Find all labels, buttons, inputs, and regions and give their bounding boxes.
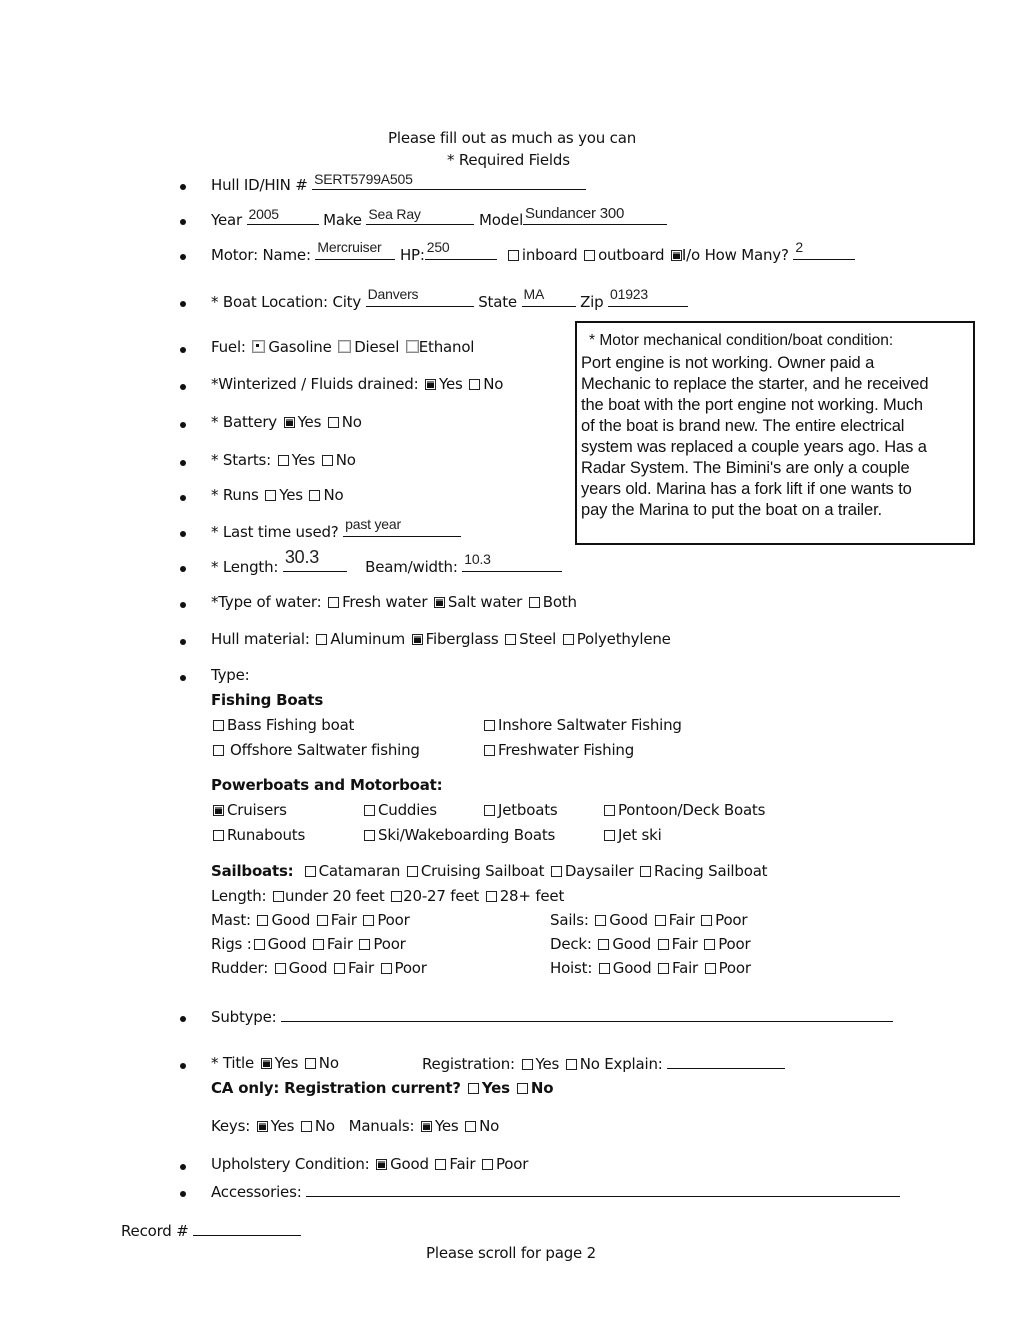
registration-no-checkbox[interactable] <box>566 1059 577 1070</box>
mast-poor-checkbox[interactable] <box>363 915 374 926</box>
deck-row <box>550 935 750 953</box>
last-used-label: * Last time used? <box>211 523 339 541</box>
rating-poor: Poor <box>715 911 748 929</box>
ski-wakeboarding-label: Ski/Wakeboarding Boats <box>378 826 556 844</box>
cuddies-checkbox[interactable] <box>364 805 375 816</box>
winterized-no-label: No <box>483 375 504 393</box>
gasoline-label: Gasoline <box>268 338 332 356</box>
hoist-good-checkbox[interactable] <box>599 963 610 974</box>
sailboats-heading: Sailboats: <box>211 862 294 880</box>
pontoon-label: Pontoon/Deck Boats <box>618 801 766 819</box>
deck-label: Deck: <box>550 935 592 953</box>
ethanol-label: Ethanol <box>418 338 475 356</box>
io-checkbox[interactable] <box>671 250 682 261</box>
bullet <box>180 184 186 190</box>
motor-row <box>211 239 855 264</box>
last-used-value: past year <box>345 516 401 532</box>
bass-fishing-label: Bass Fishing boat <box>227 716 355 734</box>
state-label: State <box>478 293 517 311</box>
rating-fair: Fair <box>326 935 353 953</box>
rating-fair: Fair <box>347 959 374 977</box>
runs-no-label: No <box>323 486 344 504</box>
accessories-label: Accessories: <box>211 1183 302 1201</box>
how-many-value: 2 <box>795 239 803 255</box>
city-label: * Boat Location: City <box>211 293 362 311</box>
power-heading: Powerboats and Motorboat: <box>211 776 443 794</box>
bullet <box>180 219 186 225</box>
cruisers-label: Cruisers <box>227 801 287 819</box>
hull-id-value: SERT5799A505 <box>314 171 413 187</box>
polyethylene-label: Polyethylene <box>576 630 671 648</box>
ca-no-checkbox[interactable] <box>517 1083 528 1094</box>
registration-label: Registration: <box>422 1055 515 1073</box>
rating-fair: Fair <box>668 911 695 929</box>
rudder-label: Rudder: <box>211 959 269 977</box>
rating-good: Good <box>288 959 328 977</box>
starts-yes-checkbox[interactable] <box>278 455 289 466</box>
power-option <box>482 801 558 819</box>
offshore-checkbox[interactable] <box>213 745 224 756</box>
instruction-text: Please fill out as much as you can <box>388 129 636 147</box>
how-many-field[interactable] <box>793 239 855 260</box>
bullet <box>180 460 186 466</box>
upholstery-poor-label: Poor <box>495 1155 529 1173</box>
keys-label: Keys: <box>211 1117 251 1135</box>
winterized-no-checkbox[interactable] <box>469 379 480 390</box>
deck-poor-checkbox[interactable] <box>704 939 715 950</box>
fishing-option <box>482 741 634 759</box>
zip-field[interactable] <box>608 286 688 307</box>
city-value: Danvers <box>367 286 419 302</box>
keys-row <box>211 1117 499 1135</box>
hull-id-label: Hull ID/HIN # <box>211 176 308 194</box>
20-27-checkbox[interactable] <box>391 891 402 902</box>
rudder-poor-checkbox[interactable] <box>381 963 392 974</box>
mast-fair-checkbox[interactable] <box>317 915 328 926</box>
upholstery-label: Upholstery Condition: <box>211 1155 370 1173</box>
fresh-water-label: Fresh water <box>342 593 428 611</box>
inboard-checkbox[interactable] <box>508 250 519 261</box>
registration-no-label: No <box>579 1055 600 1073</box>
jetboats-checkbox[interactable] <box>484 805 495 816</box>
catamaran-checkbox[interactable] <box>305 866 316 877</box>
length-field[interactable] <box>283 547 347 572</box>
battery-label: * Battery <box>211 413 277 431</box>
manuals-no-label: No <box>479 1117 500 1135</box>
winterized-label: *Winterized / Fluids drained: <box>211 375 419 393</box>
winterized-row <box>211 375 503 393</box>
starts-no-checkbox[interactable] <box>322 455 333 466</box>
inshore-label: Inshore Saltwater Fishing <box>498 716 682 734</box>
deck-fair-checkbox[interactable] <box>658 939 669 950</box>
rating-poor: Poor <box>373 935 406 953</box>
upholstery-poor-checkbox[interactable] <box>482 1159 493 1170</box>
mast-row <box>211 911 410 929</box>
accessories-row <box>211 1182 900 1201</box>
bullet <box>180 422 186 428</box>
rigs-fair-checkbox[interactable] <box>313 939 324 950</box>
diesel-checkbox[interactable] <box>338 340 351 353</box>
upholstery-good-checkbox[interactable] <box>376 1159 387 1170</box>
rudder-good-checkbox[interactable] <box>275 963 286 974</box>
daysailer-label: Daysailer <box>564 862 634 880</box>
28-plus-checkbox[interactable] <box>486 891 497 902</box>
under-20-label: under 20 feet <box>284 887 385 905</box>
rigs-label: Rigs : <box>211 935 252 953</box>
bullet <box>180 1164 186 1170</box>
make-label: Make <box>323 211 362 229</box>
rigs-good-checkbox[interactable] <box>254 939 265 950</box>
bullet <box>180 347 186 353</box>
starts-yes-label: Yes <box>291 451 316 469</box>
starts-row <box>211 451 356 469</box>
cruising-sailboat-label: Cruising Sailboat <box>420 862 545 880</box>
bass-fishing-checkbox[interactable] <box>213 720 224 731</box>
zip-value: 01923 <box>610 286 648 302</box>
keys-yes-checkbox[interactable] <box>257 1121 268 1132</box>
bullet <box>180 301 186 307</box>
freshwater-fishing-checkbox[interactable] <box>484 745 495 756</box>
how-many-label: How Many? <box>704 246 789 264</box>
power-option <box>362 826 555 844</box>
subtype-label: Subtype: <box>211 1008 277 1026</box>
jetboats-label: Jetboats <box>498 801 558 819</box>
water-row <box>211 593 577 611</box>
ca-no-label: No <box>530 1079 554 1097</box>
cruisers-checkbox[interactable] <box>213 805 224 816</box>
bullet <box>180 531 186 537</box>
hull-id-row <box>211 171 586 194</box>
hull-id-field[interactable] <box>312 171 586 190</box>
bullet <box>180 1063 186 1069</box>
power-option <box>362 801 437 819</box>
jet-ski-label: Jet ski <box>618 826 662 844</box>
sails-fair-checkbox[interactable] <box>655 915 666 926</box>
upholstery-fair-checkbox[interactable] <box>435 1159 446 1170</box>
ethanol-checkbox[interactable] <box>406 340 419 353</box>
sails-row <box>550 911 747 929</box>
bullet <box>180 602 186 608</box>
registration-yes-label: Yes <box>535 1055 560 1073</box>
water-label: *Type of water: <box>211 593 322 611</box>
ca-yes-label: Yes <box>481 1079 510 1097</box>
salt-water-label: Salt water <box>447 593 523 611</box>
racing-sailboat-label: Racing Sailboat <box>654 862 768 880</box>
manuals-yes-checkbox[interactable] <box>421 1121 432 1132</box>
record-label: Record # <box>121 1222 189 1240</box>
hull-material-label: Hull material: <box>211 630 310 648</box>
ca-registration-row <box>211 1079 553 1097</box>
power-option <box>602 801 765 819</box>
power-option <box>211 826 305 844</box>
title-no-label: No <box>318 1054 339 1072</box>
scroll-note: Please scroll for page 2 <box>426 1244 596 1262</box>
title-yes-label: Yes <box>274 1054 299 1072</box>
rudder-fair-checkbox[interactable] <box>334 963 345 974</box>
keys-no-label: No <box>314 1117 335 1135</box>
model-value: Sundancer 300 <box>525 205 625 222</box>
bullet <box>180 1191 186 1197</box>
model-label: Model <box>479 211 524 229</box>
city-field[interactable] <box>366 286 474 307</box>
rating-good: Good <box>612 959 652 977</box>
winterized-yes-label: Yes <box>439 375 463 393</box>
type-label: Type: <box>211 666 250 684</box>
aluminum-checkbox[interactable] <box>316 634 327 645</box>
accessories-field[interactable] <box>306 1182 900 1197</box>
mast-good-checkbox[interactable] <box>257 915 268 926</box>
racing-sailboat-checkbox[interactable] <box>640 866 651 877</box>
cuddies-label: Cuddies <box>378 801 437 819</box>
year-field[interactable] <box>247 206 319 225</box>
rating-fair: Fair <box>671 935 698 953</box>
rating-good: Good <box>609 911 648 929</box>
fishing-option <box>482 716 682 734</box>
keys-no-checkbox[interactable] <box>301 1121 312 1132</box>
runs-row <box>211 486 343 504</box>
mast-label: Mast: <box>211 911 251 929</box>
runs-yes-label: Yes <box>279 486 303 504</box>
offshore-label: Offshore Saltwater fishing <box>230 741 420 759</box>
bullet <box>180 495 186 501</box>
rating-poor: Poor <box>718 935 751 953</box>
hp-label: HP: <box>399 246 425 264</box>
rating-poor: Poor <box>377 911 410 929</box>
beam-value: 10.3 <box>464 551 491 567</box>
gasoline-checkbox[interactable] <box>252 340 265 353</box>
fishing-option <box>211 741 420 759</box>
bullet <box>180 639 186 645</box>
motor-name-field[interactable] <box>315 239 395 260</box>
starts-no-label: No <box>335 451 356 469</box>
last-used-field[interactable] <box>343 516 461 537</box>
subtype-field[interactable] <box>281 1007 893 1022</box>
title-row <box>211 1054 339 1072</box>
both-water-checkbox[interactable] <box>529 597 540 608</box>
outboard-label: outboard <box>598 246 665 264</box>
fishing-heading: Fishing Boats <box>211 691 324 709</box>
manuals-label: Manuals: <box>348 1117 415 1135</box>
battery-yes-label: Yes <box>297 413 322 431</box>
runs-label: * Runs <box>211 486 259 504</box>
title-no-checkbox[interactable] <box>305 1058 316 1069</box>
io-label: I/o <box>681 246 700 264</box>
bullet <box>180 675 186 681</box>
aluminum-label: Aluminum <box>330 630 406 648</box>
runabouts-checkbox[interactable] <box>213 830 224 841</box>
zip-label: Zip <box>580 293 604 311</box>
condition-box[interactable] <box>575 321 975 545</box>
length-label: * Length: <box>211 558 279 576</box>
model-field[interactable] <box>523 205 667 225</box>
power-option <box>602 826 662 844</box>
sail-length-row <box>211 887 564 905</box>
manuals-no-checkbox[interactable] <box>465 1121 476 1132</box>
fuel-label: Fuel: <box>211 338 246 356</box>
salt-water-checkbox[interactable] <box>434 597 445 608</box>
rating-fair: Fair <box>330 911 357 929</box>
diesel-label: Diesel <box>354 338 400 356</box>
title-yes-checkbox[interactable] <box>261 1058 272 1069</box>
jet-ski-checkbox[interactable] <box>604 830 615 841</box>
year-make-model-row <box>211 205 667 229</box>
fishing-option <box>211 716 354 734</box>
condition-heading: * Motor mechanical condition/boat condition: <box>589 332 894 349</box>
keys-yes-label: Yes <box>270 1117 295 1135</box>
rating-poor: Poor <box>394 959 427 977</box>
bullet <box>180 566 186 572</box>
daysailer-checkbox[interactable] <box>551 866 562 877</box>
record-field[interactable] <box>193 1221 301 1236</box>
rigs-poor-checkbox[interactable] <box>359 939 370 950</box>
cruising-sailboat-checkbox[interactable] <box>407 866 418 877</box>
registration-yes-checkbox[interactable] <box>522 1059 533 1070</box>
bullet <box>180 1016 186 1022</box>
catamaran-label: Catamaran <box>318 862 401 880</box>
rigs-row <box>211 935 406 953</box>
bullet <box>180 254 186 260</box>
rating-poor: Poor <box>718 959 751 977</box>
sails-poor-checkbox[interactable] <box>701 915 712 926</box>
deck-good-checkbox[interactable] <box>598 939 609 950</box>
steel-label: Steel <box>519 630 557 648</box>
sailboats-row <box>211 862 767 880</box>
battery-yes-checkbox[interactable] <box>284 417 295 428</box>
length-value: 30.3 <box>284 547 320 567</box>
starts-label: * Starts: <box>211 451 271 469</box>
fuel-row <box>211 338 474 356</box>
polyethylene-checkbox[interactable] <box>563 634 574 645</box>
runs-no-checkbox[interactable] <box>309 490 320 501</box>
ski-wakeboarding-checkbox[interactable] <box>364 830 375 841</box>
hoist-poor-checkbox[interactable] <box>705 963 716 974</box>
year-value: 2005 <box>248 206 279 222</box>
subtype-row <box>211 1007 893 1026</box>
rating-fair: Fair <box>672 959 699 977</box>
under-20-checkbox[interactable] <box>273 891 284 902</box>
battery-no-checkbox[interactable] <box>328 417 339 428</box>
make-value: Sea Ray <box>368 206 421 222</box>
fresh-water-checkbox[interactable] <box>328 597 339 608</box>
winterized-yes-checkbox[interactable] <box>425 379 436 390</box>
outboard-checkbox[interactable] <box>584 250 595 261</box>
runabouts-label: Runabouts <box>227 826 306 844</box>
explain-field[interactable] <box>667 1054 785 1069</box>
length-row <box>211 547 562 576</box>
beam-field[interactable] <box>462 551 562 572</box>
rating-good: Good <box>271 911 311 929</box>
power-option <box>211 801 287 819</box>
fiberglass-label: Fiberglass <box>425 630 499 648</box>
hoist-label: Hoist: <box>550 959 593 977</box>
rudder-row <box>211 959 427 977</box>
runs-yes-checkbox[interactable] <box>265 490 276 501</box>
inshore-checkbox[interactable] <box>484 720 495 731</box>
battery-no-label: No <box>341 413 362 431</box>
28-plus-label: 28+ feet <box>499 887 565 905</box>
record-row <box>121 1221 301 1240</box>
make-field[interactable] <box>366 206 474 225</box>
sails-good-checkbox[interactable] <box>595 915 606 926</box>
required-fields-note: * Required Fields <box>447 151 570 169</box>
beam-label: Beam/width: <box>365 558 458 576</box>
both-water-label: Both <box>542 593 577 611</box>
hp-field[interactable] <box>425 239 497 260</box>
motor-name-value: Mercruiser <box>317 239 382 255</box>
rating-good: Good <box>612 935 652 953</box>
manuals-yes-label: Yes <box>434 1117 459 1135</box>
location-row <box>211 286 688 311</box>
condition-text: Port engine is not working. Owner paid a Mechanic to replace the starter, and he received the boat with the port engine not working. Much of the boat is brand new. The entire electrical system was replaced a couple years ago. Has a Radar System. The Bimini's are only a couple years old. Marina has a fork lift if one wants to pay the Marina to put the boat on a trailer. <box>581 354 929 519</box>
hoist-fair-checkbox[interactable] <box>658 963 669 974</box>
last-used-row <box>211 516 461 541</box>
hp-value: 250 <box>426 239 450 255</box>
sails-label: Sails: <box>550 911 589 929</box>
battery-row <box>211 413 362 431</box>
title-label: * Title <box>211 1054 255 1072</box>
bullet <box>180 384 186 390</box>
registration-row <box>422 1054 785 1073</box>
upholstery-good-label: Good <box>390 1155 429 1173</box>
upholstery-row <box>211 1155 528 1173</box>
year-label: Year <box>211 211 242 229</box>
hull-material-row <box>211 630 671 648</box>
freshwater-fishing-label: Freshwater Fishing <box>498 741 635 759</box>
hoist-row <box>550 959 751 977</box>
20-27-label: 20-27 feet <box>403 887 480 905</box>
state-field[interactable] <box>522 286 576 307</box>
ca-registration-label: CA only: Registration current? <box>211 1079 461 1097</box>
motor-name-label: Motor: Name: <box>211 246 311 264</box>
rating-good: Good <box>267 935 307 953</box>
steel-checkbox[interactable] <box>505 634 516 645</box>
sail-length-label: Length: <box>211 887 267 905</box>
inboard-label: inboard <box>521 246 578 264</box>
state-value: MA <box>523 286 545 302</box>
fiberglass-checkbox[interactable] <box>412 634 423 645</box>
explain-label: Explain: <box>604 1055 663 1073</box>
upholstery-fair-label: Fair <box>449 1155 476 1173</box>
pontoon-checkbox[interactable] <box>604 805 615 816</box>
ca-yes-checkbox[interactable] <box>468 1083 479 1094</box>
